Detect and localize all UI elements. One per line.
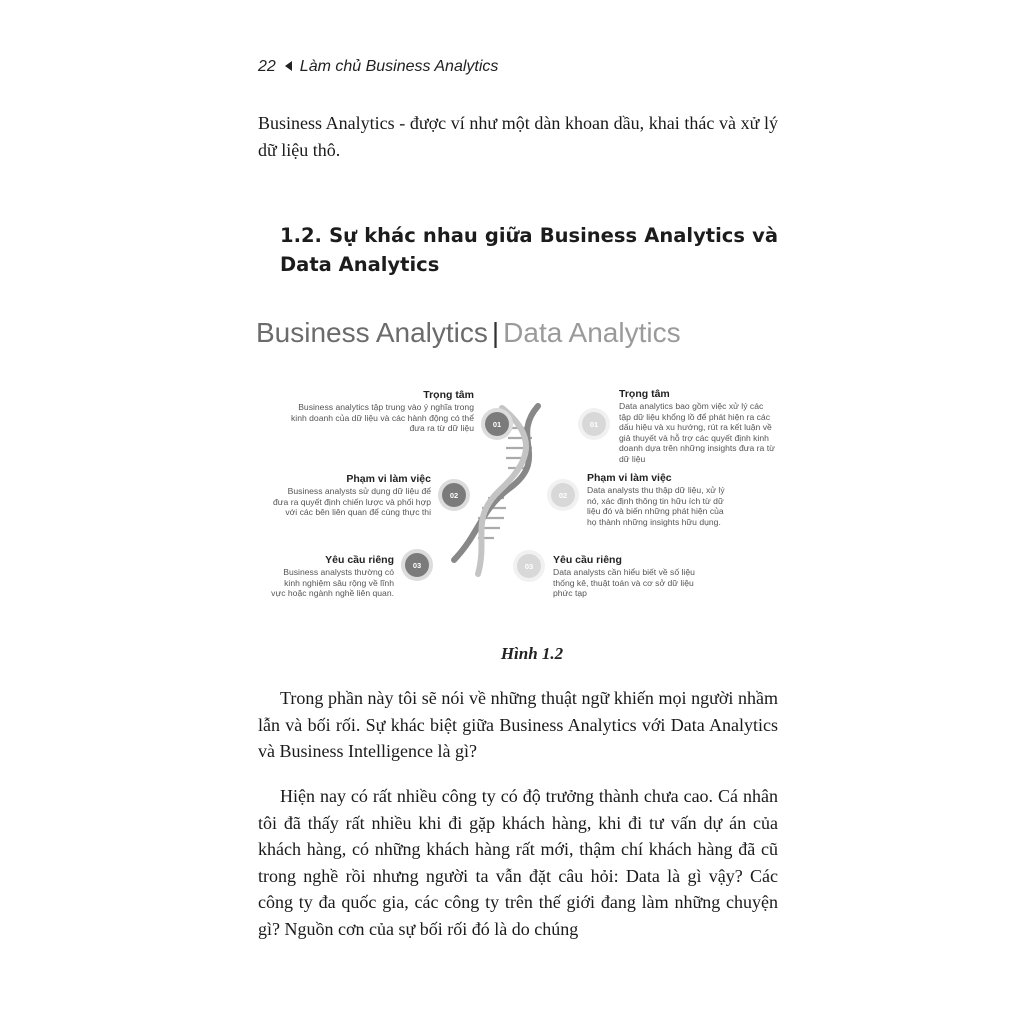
data-focus-block: [619, 387, 777, 464]
body-paragraph-1: Trong phần này tôi sẽ nói về những thuật ngữ khiến mọi người nhầm lẫn và bối rối. Sự khác biệt giữa Business Analytics với Data Analytics và Business Intelligence là gì?: [258, 688, 778, 761]
figure-title-separator: |: [491, 317, 500, 348]
business-scope-block: [270, 472, 431, 518]
body-paragraph-2: Hiện nay có rất nhiều công ty có độ trưởng thành chưa cao. Cá nhân tôi đã thấy rất nhiều khi đi gặp khách hàng, khi đi tư vấn dự án của khách hàng, có những khách hàng rất mới, thậm chí khách hàng đã cũ trong nghề rồi nhưng người ta vẫn đặt câu hỏi: Data là gì vậy? Các công ty đa quốc gia, các công ty trên thế giới đang làm những chuyện gì? Nguồn cơn của sự bối rối đó là do chúng: [258, 786, 778, 939]
section-heading: 1.2. Sự khác nhau giữa Business Analytics và Data Analytics: [280, 224, 778, 276]
data-scope-block: [587, 471, 727, 527]
data-requirements-block: [553, 553, 701, 599]
running-header: [258, 58, 498, 76]
data-focus-heading: Trọng tâm: [619, 388, 670, 400]
figure-title: [256, 317, 681, 349]
business-requirements-text: Business analysts thường có kinh nghiệm sâu rộng về lĩnh vực hoặc ngành nghề liên quan.: [271, 567, 394, 598]
business-focus-block: [290, 388, 474, 434]
business-step-badge-01: 01: [485, 412, 509, 436]
data-requirements-text: Data analysts cần hiểu biết về số liệu thống kê, thuật toán và cơ sở dữ liệu phức tạp: [553, 567, 695, 598]
business-requirements-heading: Yêu cầu riêng: [325, 554, 394, 566]
data-scope-text: Data analysts thu thập dữ liệu, xử lý nó, xác định thông tin hữu ích từ dữ liệu đó và biến những phát hiện của họ thành những insights hữu dụng.: [587, 485, 725, 527]
data-focus-text: Data analytics bao gồm việc xử lý các tập dữ liệu khổng lồ để phát hiện ra các dấu hiệu và xu hướng, rút ra kết luận về giả thuyết và hỗ trợ các quyết định kinh doanh dựa trên những insights đưa ra từ dữ liệu: [619, 401, 775, 464]
data-step-badge-03: 03: [517, 554, 541, 578]
business-step-badge-02: 02: [442, 483, 466, 507]
data-requirements-heading: Yêu cầu riêng: [553, 554, 622, 566]
business-scope-heading: Phạm vi làm việc: [346, 473, 431, 485]
figure-title-business: Business Analytics: [256, 317, 488, 348]
data-step-badge-01: 01: [582, 412, 606, 436]
business-focus-heading: Trọng tâm: [423, 389, 474, 401]
figure-caption: Hình 1.2: [500, 644, 564, 663]
business-focus-text: Business analytics tập trung vào ý nghĩa trong kinh doanh của dữ liệu và các hành động có thể đưa ra từ dữ liệu: [290, 402, 474, 433]
book-title: Làm chủ Business Analytics: [299, 58, 499, 75]
triangle-left-icon: [285, 61, 292, 71]
intro-paragraph: Business Analytics - được ví như một dàn khoan dầu, khai thác và xử lý dữ liệu thô.: [258, 113, 778, 160]
business-requirements-block: [268, 553, 394, 599]
data-step-badge-02: 02: [551, 483, 575, 507]
business-step-badge-03: 03: [405, 553, 429, 577]
data-scope-heading: Phạm vi làm việc: [587, 472, 672, 484]
business-scope-text: Business analysts sử dụng dữ liệu để đưa ra quyết định chiến lược và phối hợp với các bên liên quan để cùng thực thi: [273, 486, 431, 517]
page-number: 22: [258, 58, 276, 75]
figure-title-data: Data Analytics: [503, 317, 681, 348]
